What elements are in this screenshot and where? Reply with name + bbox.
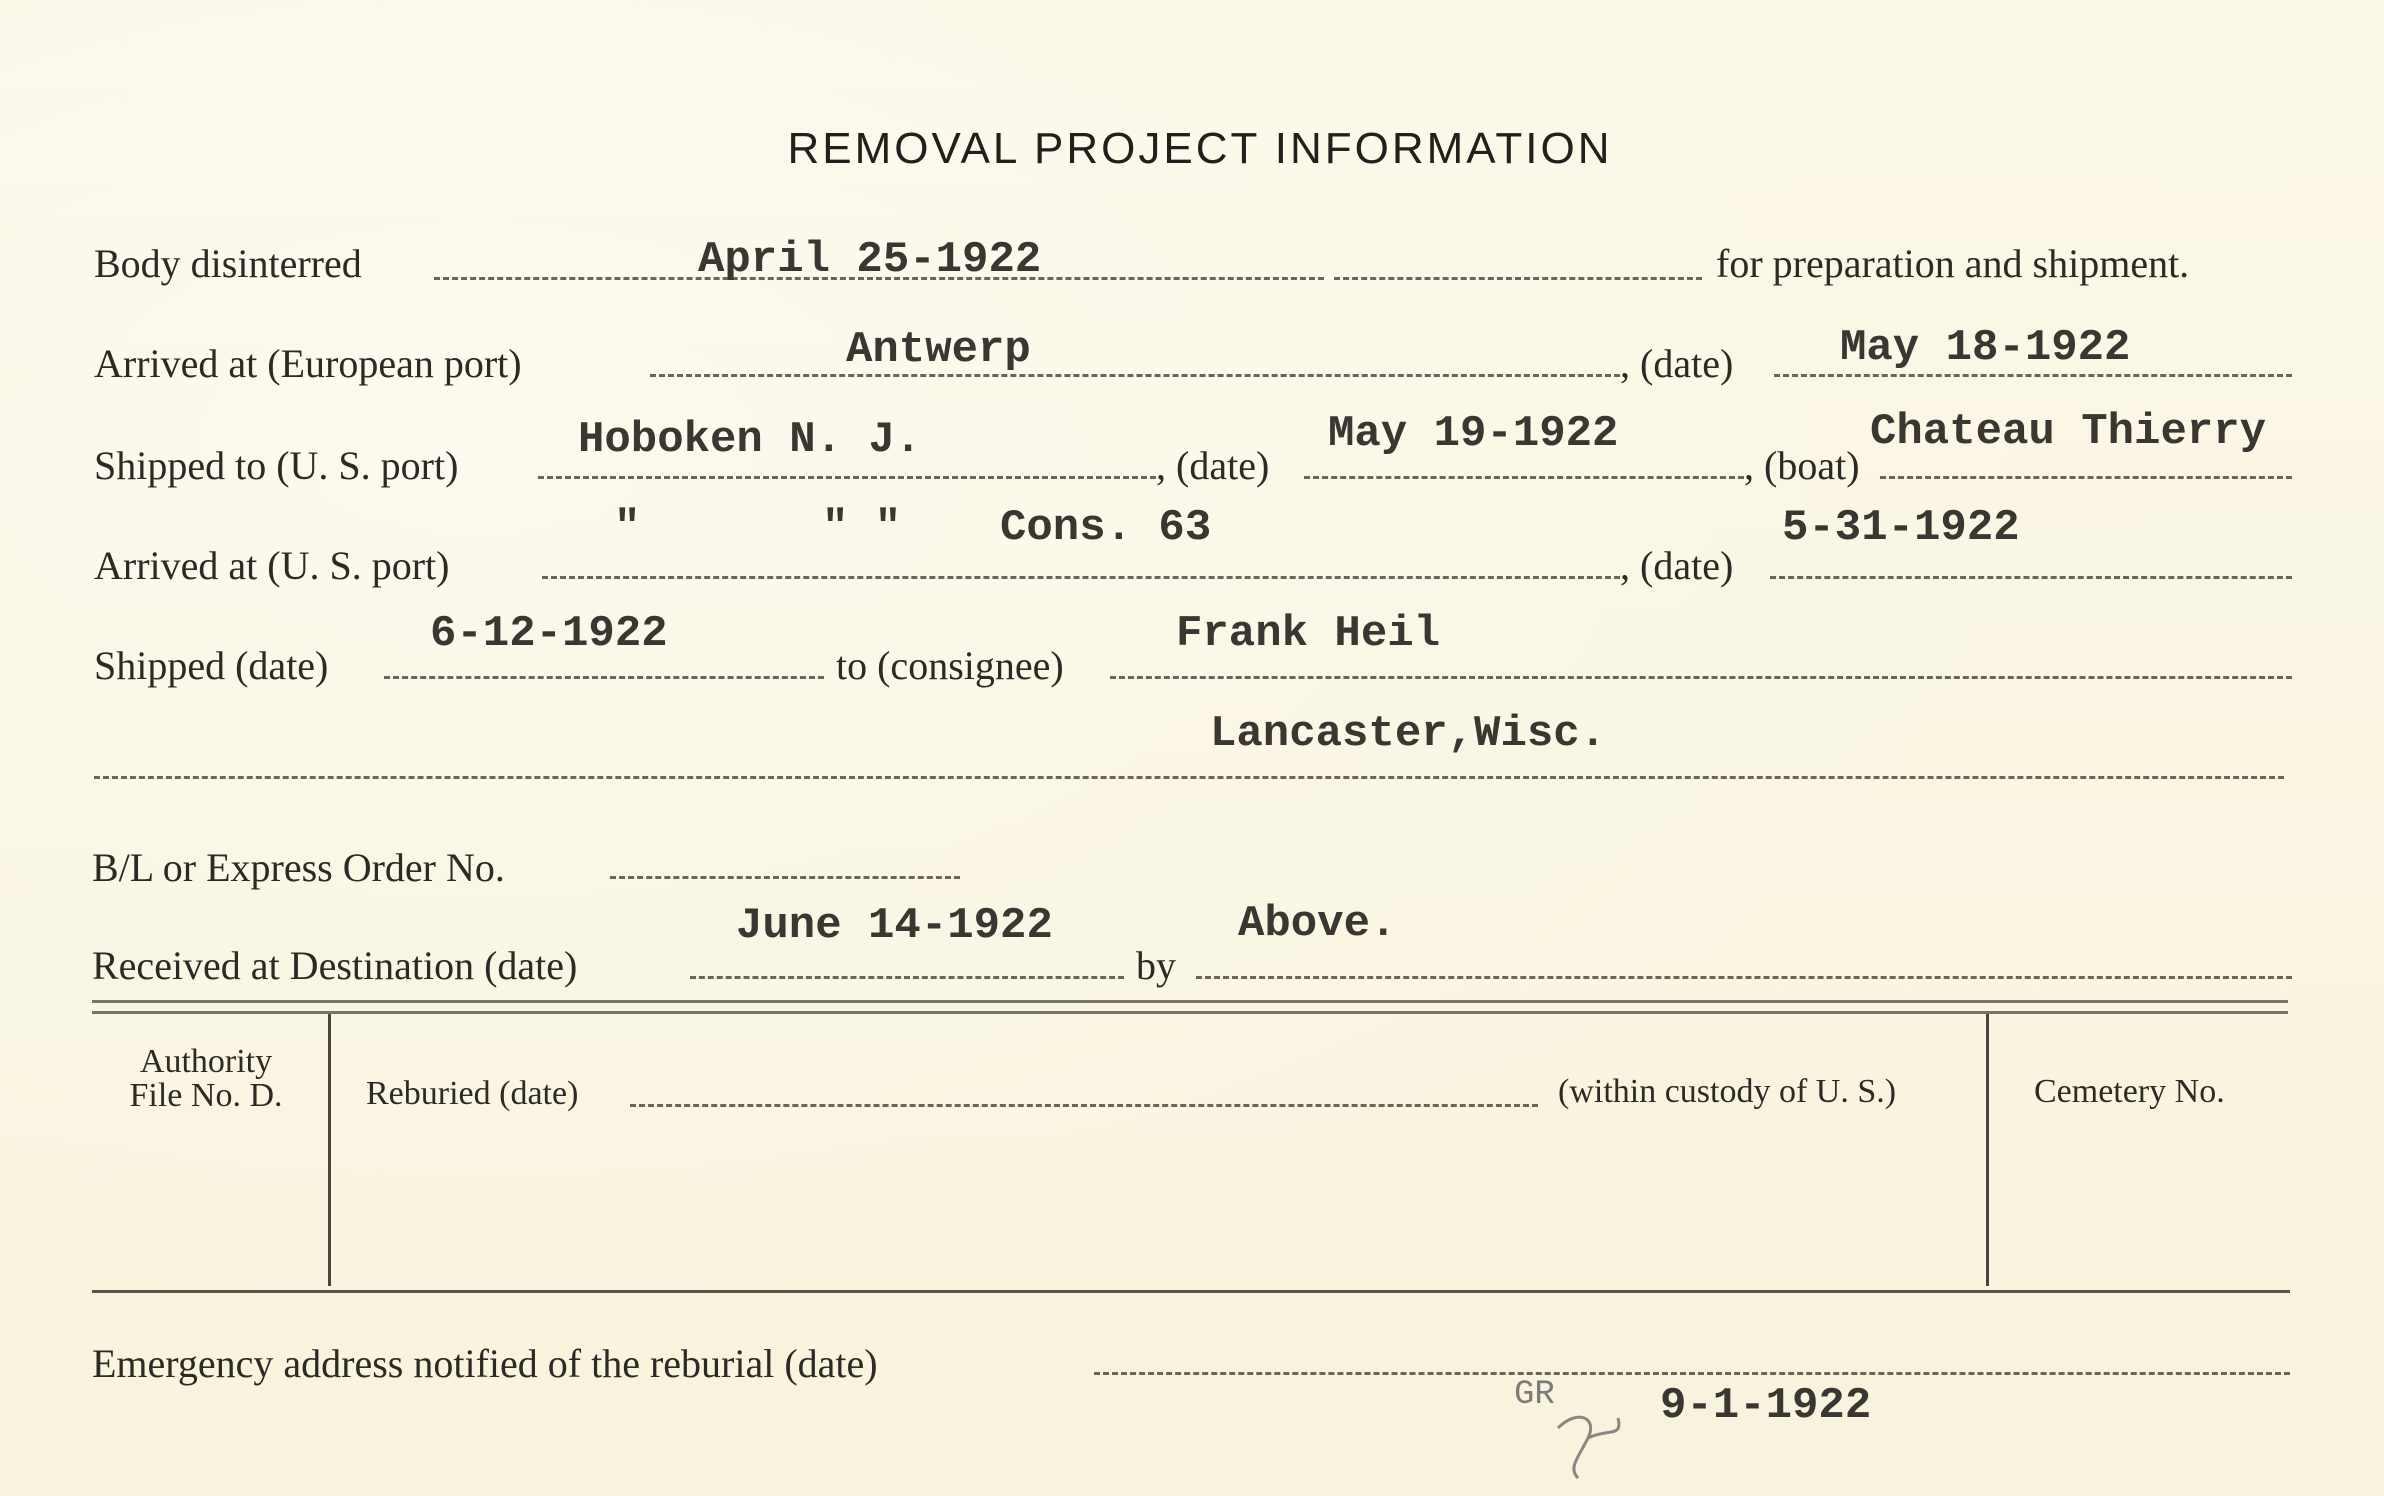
address-line <box>94 776 2284 779</box>
consignee-line <box>1110 676 2292 679</box>
received-by: Above. <box>1238 899 1397 949</box>
handwritten-mark <box>1548 1398 1638 1488</box>
bl-label: B/L or Express Order No. <box>92 845 505 890</box>
arrived-us-line <box>542 576 1620 579</box>
file-no-label: File No. D. <box>129 1077 283 1114</box>
arrived-eu-date: May 18-1922 <box>1840 323 2131 373</box>
arrived-us-date-line <box>1770 576 2292 579</box>
shipped-us-label: Shipped to (U. S. port) <box>94 443 459 488</box>
consignee-label: to (consignee) <box>836 643 1064 688</box>
arrived-eu-line <box>650 374 1620 377</box>
table-divider-right <box>1986 1014 1989 1286</box>
shipped-date-line <box>384 676 824 679</box>
consignee-address: Lancaster,Wisc. <box>1210 709 1607 759</box>
received-by-line <box>1196 976 2292 979</box>
arrived-eu-port: Antwerp <box>846 325 1031 375</box>
page-title: REMOVAL PROJECT INFORMATION <box>787 124 1613 173</box>
received-line <box>690 976 1124 979</box>
shipped-us-date-label: , (date) <box>1156 443 1270 488</box>
arrived-eu-date-line <box>1774 374 2292 377</box>
boat-line <box>1880 476 2292 479</box>
disinterred-line-2 <box>1334 277 1702 280</box>
table-bottom-rule <box>92 1290 2290 1293</box>
shipped-us-date-line <box>1304 476 1744 479</box>
shipped-date-label: Shipped (date) <box>94 643 329 688</box>
custody-label: (within custody of U. S.) <box>1558 1073 1897 1110</box>
shipped-date: 6-12-1922 <box>430 609 668 659</box>
received-label: Received at Destination (date) <box>92 943 578 988</box>
arrived-us-ditto-2: " " <box>822 503 902 553</box>
emergency-line <box>1094 1372 2290 1375</box>
disinterred-date: April 25-1922 <box>698 235 1042 285</box>
authority-label: Authority <box>139 1043 273 1080</box>
received-date: June 14-1922 <box>736 901 1053 951</box>
gr-stamp: GR <box>1514 1376 1555 1414</box>
double-rule <box>92 1000 2288 1014</box>
boat-label: , (boat) <box>1744 443 1860 488</box>
reburied-line <box>630 1104 1538 1107</box>
shipped-us-date: May 19-1922 <box>1328 409 1619 459</box>
bl-line <box>610 876 960 879</box>
shipped-us-port: Hoboken N. J. <box>578 415 922 465</box>
disinterred-suffix: for preparation and shipment. <box>1716 241 2190 286</box>
boat-name: Chateau Thierry <box>1870 407 2267 457</box>
reburied-label: Reburied (date) <box>366 1075 579 1112</box>
arrived-eu-date-label: , (date) <box>1620 341 1734 386</box>
emergency-label: Emergency address notified of the reburial (date) <box>92 1341 878 1386</box>
shipped-us-line <box>538 476 1156 479</box>
received-by-label: by <box>1136 943 1176 988</box>
disinterred-label: Body disinterred <box>94 241 362 286</box>
consignee-name: Frank Heil <box>1176 609 1441 659</box>
arrived-us-cons: Cons. 63 <box>1000 503 1212 553</box>
arrived-us-date-label: , (date) <box>1620 543 1734 588</box>
cemetery-label: Cemetery No. <box>2034 1073 2225 1110</box>
arrived-us-label: Arrived at (U. S. port) <box>94 543 450 588</box>
arrived-us-date: 5-31-1922 <box>1782 503 2020 553</box>
arrived-us-ditto-1: " <box>614 503 641 553</box>
table-divider-left <box>328 1014 331 1286</box>
arrived-eu-label: Arrived at (European port) <box>94 341 522 386</box>
emergency-date: 9-1-1922 <box>1660 1381 1872 1431</box>
